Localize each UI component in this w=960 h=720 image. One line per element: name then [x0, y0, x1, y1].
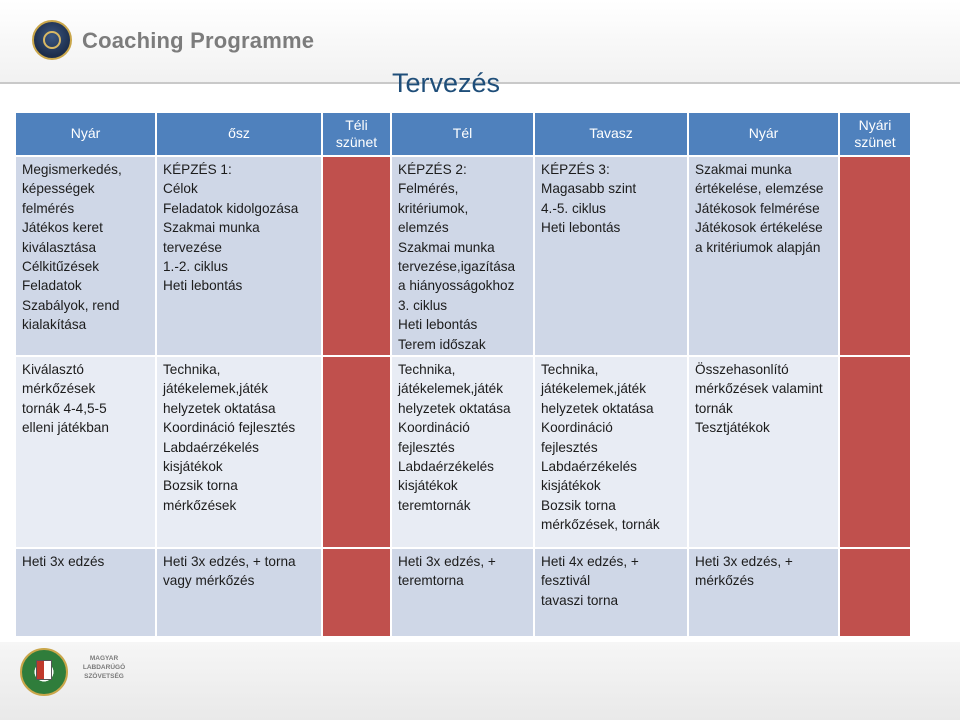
table-cell — [535, 549, 687, 636]
cell-line: teremtorna — [398, 573, 464, 589]
cell-line: felmérés — [22, 200, 75, 216]
table-cell — [16, 549, 155, 636]
brand-title: Coaching Programme — [82, 28, 315, 53]
cell-line: Tesztjátékok — [695, 420, 770, 436]
break-cell — [323, 549, 390, 636]
header-cell-spring: Tavasz — [535, 113, 687, 155]
cell-line: kisjátékok — [541, 478, 601, 494]
cell-line: kisjátékok — [163, 459, 223, 475]
cell-line: a kritériumok alapján — [695, 239, 821, 255]
cell-line: Heti lebontás — [398, 317, 478, 333]
break-cell — [840, 357, 910, 547]
cell-line: 3. ciklus — [398, 297, 448, 313]
cell-line: mérkőzés — [695, 573, 754, 589]
cell-line: Összehasonlító — [695, 362, 789, 377]
cell-line: Labdaérzékelés — [163, 439, 259, 455]
table-cell — [16, 157, 155, 355]
federation-name — [74, 654, 134, 681]
cell-line: elemzés — [398, 220, 449, 236]
break-cell — [323, 157, 390, 355]
cell-line: KÉPZÉS 1: — [163, 162, 232, 177]
cell-line: helyzetek oktatása — [163, 400, 276, 416]
cell-line: Koordináció fejlesztés — [163, 420, 296, 436]
cell-line: KÉPZÉS 3: — [541, 162, 610, 177]
federation-line: SZÖVETSÉG — [84, 673, 124, 680]
header-cell-summer-2: Nyár — [689, 113, 838, 155]
federation-line: LABDARÚGÓ — [82, 664, 126, 671]
cell-line: Játékosok értékelése — [695, 220, 823, 236]
cell-line: Célok — [163, 181, 198, 197]
cell-line: tornák — [695, 400, 733, 416]
cell-line: tornák 4-4,5-5 — [22, 400, 107, 416]
cell-line: Technika, — [541, 362, 599, 377]
cell-line: helyzetek oktatása — [398, 400, 511, 416]
cell-line: Heti lebontás — [541, 220, 621, 236]
table-cell — [535, 157, 687, 355]
cell-line: Játékos keret — [22, 220, 103, 236]
cell-line: Labdaérzékelés — [541, 459, 637, 475]
cell-line: mérkőzések, tornák — [541, 517, 660, 533]
cell-line: Bozsik torna — [163, 478, 238, 494]
uefa-logo-icon — [32, 20, 72, 60]
table-cell — [157, 357, 321, 547]
cell-line: 4.-5. ciklus — [541, 200, 606, 216]
cell-line: Felmérés, — [398, 181, 459, 197]
cell-line: fesztivál — [541, 573, 591, 589]
table-cell — [157, 549, 321, 636]
cell-line: Bozsik torna — [541, 497, 616, 513]
cell-line: kiválasztása — [22, 239, 97, 255]
cell-line: Terem időszak — [398, 336, 486, 352]
cell-line: Feladatok — [22, 278, 82, 294]
cell-line: Kiválasztó — [22, 362, 84, 377]
table-cell — [392, 357, 533, 547]
cell-line: játékelemek,játék — [398, 381, 504, 397]
cell-line: KÉPZÉS 2: — [398, 162, 467, 177]
header-cell-autumn: ősz — [157, 113, 321, 155]
table-cell — [16, 357, 155, 547]
header-row — [16, 113, 910, 155]
cell-line: Heti 3x edzés, + — [398, 554, 496, 569]
cell-line: fejlesztés — [398, 439, 455, 455]
cell-line: Szakmai munka — [695, 162, 792, 177]
cell-line: képességek — [22, 181, 95, 197]
cell-line: értékelése, elemzése — [695, 181, 824, 197]
cell-line: Heti 3x edzés, + torna — [163, 554, 296, 569]
cell-line: 1.-2. ciklus — [163, 259, 228, 275]
cell-line: Heti 4x edzés, + — [541, 554, 639, 569]
table-row — [16, 549, 910, 636]
cell-line: kialakítása — [22, 317, 87, 333]
cell-line: mérkőzések — [22, 381, 96, 397]
header-cell-winter: Tél — [392, 113, 533, 155]
break-cell — [840, 157, 910, 355]
cell-line: Heti 3x edzés, + — [695, 554, 793, 569]
cell-line: kritériumok, — [398, 200, 469, 216]
cell-line: játékelemek,játék — [541, 381, 647, 397]
table-cell — [535, 357, 687, 547]
footer-band — [0, 642, 960, 720]
cell-line: Megismerkedés, — [22, 162, 122, 177]
cell-line: fejlesztés — [541, 439, 598, 455]
cell-line: tervezése — [163, 239, 222, 255]
table-cell — [157, 157, 321, 355]
header-cell-winter-break: Téli szünet — [323, 113, 390, 155]
header-cell-summer-break: Nyári szünet — [840, 113, 910, 155]
cell-line: Technika, — [398, 362, 456, 377]
federation-line: MAGYAR — [89, 655, 119, 662]
table-cell — [689, 549, 838, 636]
break-cell — [323, 357, 390, 547]
cell-line: Koordináció — [541, 420, 613, 436]
cell-line: Szakmai munka — [398, 239, 495, 255]
break-cell — [840, 549, 910, 636]
table-cell — [689, 157, 838, 355]
table-cell — [689, 357, 838, 547]
table-cell — [392, 549, 533, 636]
cell-line: a hiányosságokhoz — [398, 278, 515, 294]
cell-line: vagy mérkőzés — [163, 573, 255, 589]
cell-line: helyzetek oktatása — [541, 400, 654, 416]
cell-line: Technika, — [163, 362, 221, 377]
cell-line: Szabályok, rend — [22, 297, 120, 313]
table-row — [16, 157, 910, 355]
cell-line: elleni játékban — [22, 420, 109, 436]
cell-line: mérkőzések — [163, 497, 237, 513]
header-cell-summer: Nyár — [16, 113, 155, 155]
planning-table — [14, 111, 912, 638]
cell-line: Heti lebontás — [163, 278, 243, 294]
cell-line: Koordináció — [398, 420, 470, 436]
cell-line: tavaszi torna — [541, 592, 619, 608]
hungarian-shield-icon — [36, 660, 52, 680]
cell-line: tervezése,igazítása — [398, 259, 516, 275]
table-row — [16, 357, 910, 547]
cell-line: kisjátékok — [398, 478, 458, 494]
cell-line: Magasabb szint — [541, 181, 637, 197]
cell-line: játékelemek,játék — [163, 381, 269, 397]
cell-line: Célkitűzések — [22, 259, 100, 275]
table-cell — [392, 157, 533, 355]
cell-line: Heti 3x edzés — [22, 554, 105, 569]
slide-title: Tervezés — [392, 68, 501, 98]
cell-line: Szakmai munka — [163, 220, 260, 236]
cell-line: teremtornák — [398, 497, 471, 513]
cell-line: Játékosok felmérése — [695, 200, 820, 216]
cell-line: Labdaérzékelés — [398, 459, 494, 475]
cell-line: mérkőzések valamint — [695, 381, 823, 397]
cell-line: Feladatok kidolgozása — [163, 200, 299, 216]
